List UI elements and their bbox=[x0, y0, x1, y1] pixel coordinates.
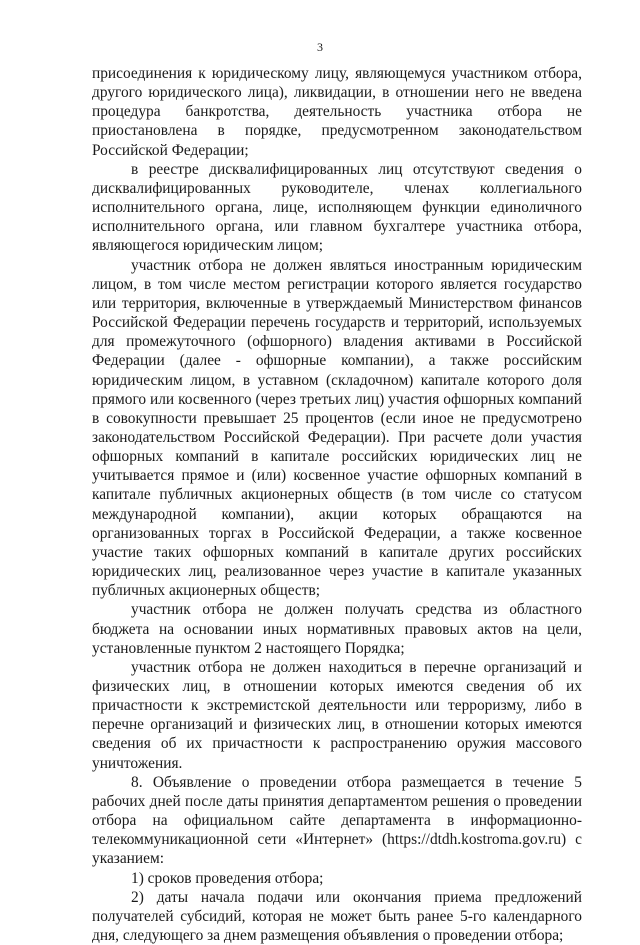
page-number: 3 bbox=[317, 40, 323, 54]
list-item-submission-dates: 2) даты начала подачи или окончания приема предложений получателей субсидий, которая не может быть ранее 5-го календарного дня, следующего за днем размещения объявления о проведении отбора; bbox=[92, 888, 582, 945]
paragraph-disqualified-persons: в реестре дисквалифицированных лиц отсутствуют сведения о дисквалифицированных руководителе, членах коллегиального исполнительного органа, лице, исполняющем функции единоличного исполнительного органа, или главном бухгалтере участника отбора, являющегося юридическим лицом; bbox=[92, 160, 582, 255]
paragraph-reorganization-liquidation: присоединения к юридическому лицу, являющемуся участником отбора, другого юридического лица), ликвидации, в отношении него не введена процедура банкротства, деятельность участника отбора не приостановлена в порядке, предусмотренном законодательством Российской Федерации; bbox=[92, 65, 582, 159]
paragraph-extremism-list: участник отбора не должен находиться в перечне организаций и физических лиц, в отношении которых имеются сведения об их причастности к экстремистской деятельности или терроризму, либо в перечне организаций и физических лиц, в отношении которых имеются сведения об их причастности к распространению оружия массового уничтожения. bbox=[92, 658, 582, 772]
paragraph-offshore-companies: участник отбора не должен являться иностранным юридическим лицом, в том числе местом регистрации которого является государство или территория, включенные в утверждаемый Министерством финансов Российской Федерации перечень государств и территорий, используемых для промежуточного (офшорного) владения активами в Российской Федерации (далее - офшорные компании), а также российским юридическим лицом, в уставном (складочном) капитале которого доля прямого или косвенного (через третьих лиц) участия офшорных компаний в совокупности превышает 25 процентов (если иное не предусмотрено законодательством Российской Федерации). При расчете доли участия офшорных компаний в капитале российских юридических лиц не учитывается прямое и (или) косвенное участие офшорных компаний в капитале публичных акционерных обществ (в том числе со статусом международной компании), акции которых обращаются на организованных торгах в Российской Федерации, а также косвенное участие таких офшорных компаний в капитале других российских юридических лиц, реализованное через участие в капитале указанных публичных акционерных обществ; bbox=[92, 256, 582, 600]
list-item-selection-dates: 1) сроков проведения отбора; bbox=[131, 869, 324, 887]
document-body bbox=[92, 64, 582, 945]
paragraph-regional-budget-funds: участник отбора не должен получать средства из областного бюджета на основании иных нормативных правовых актов на цели, установленные пунктом 2 настоящего Порядка; bbox=[92, 601, 582, 657]
paragraph-selection-announcement: 8. Объявление о проведении отбора размещается в течение 5 рабочих дней после даты принятия департаментом решения о проведении отбора на официальном сайте департамента в информационно-телекоммуникационной сети «Интернет» (https://dtdh.kostroma.gov.ru) с указанием: bbox=[92, 773, 582, 868]
